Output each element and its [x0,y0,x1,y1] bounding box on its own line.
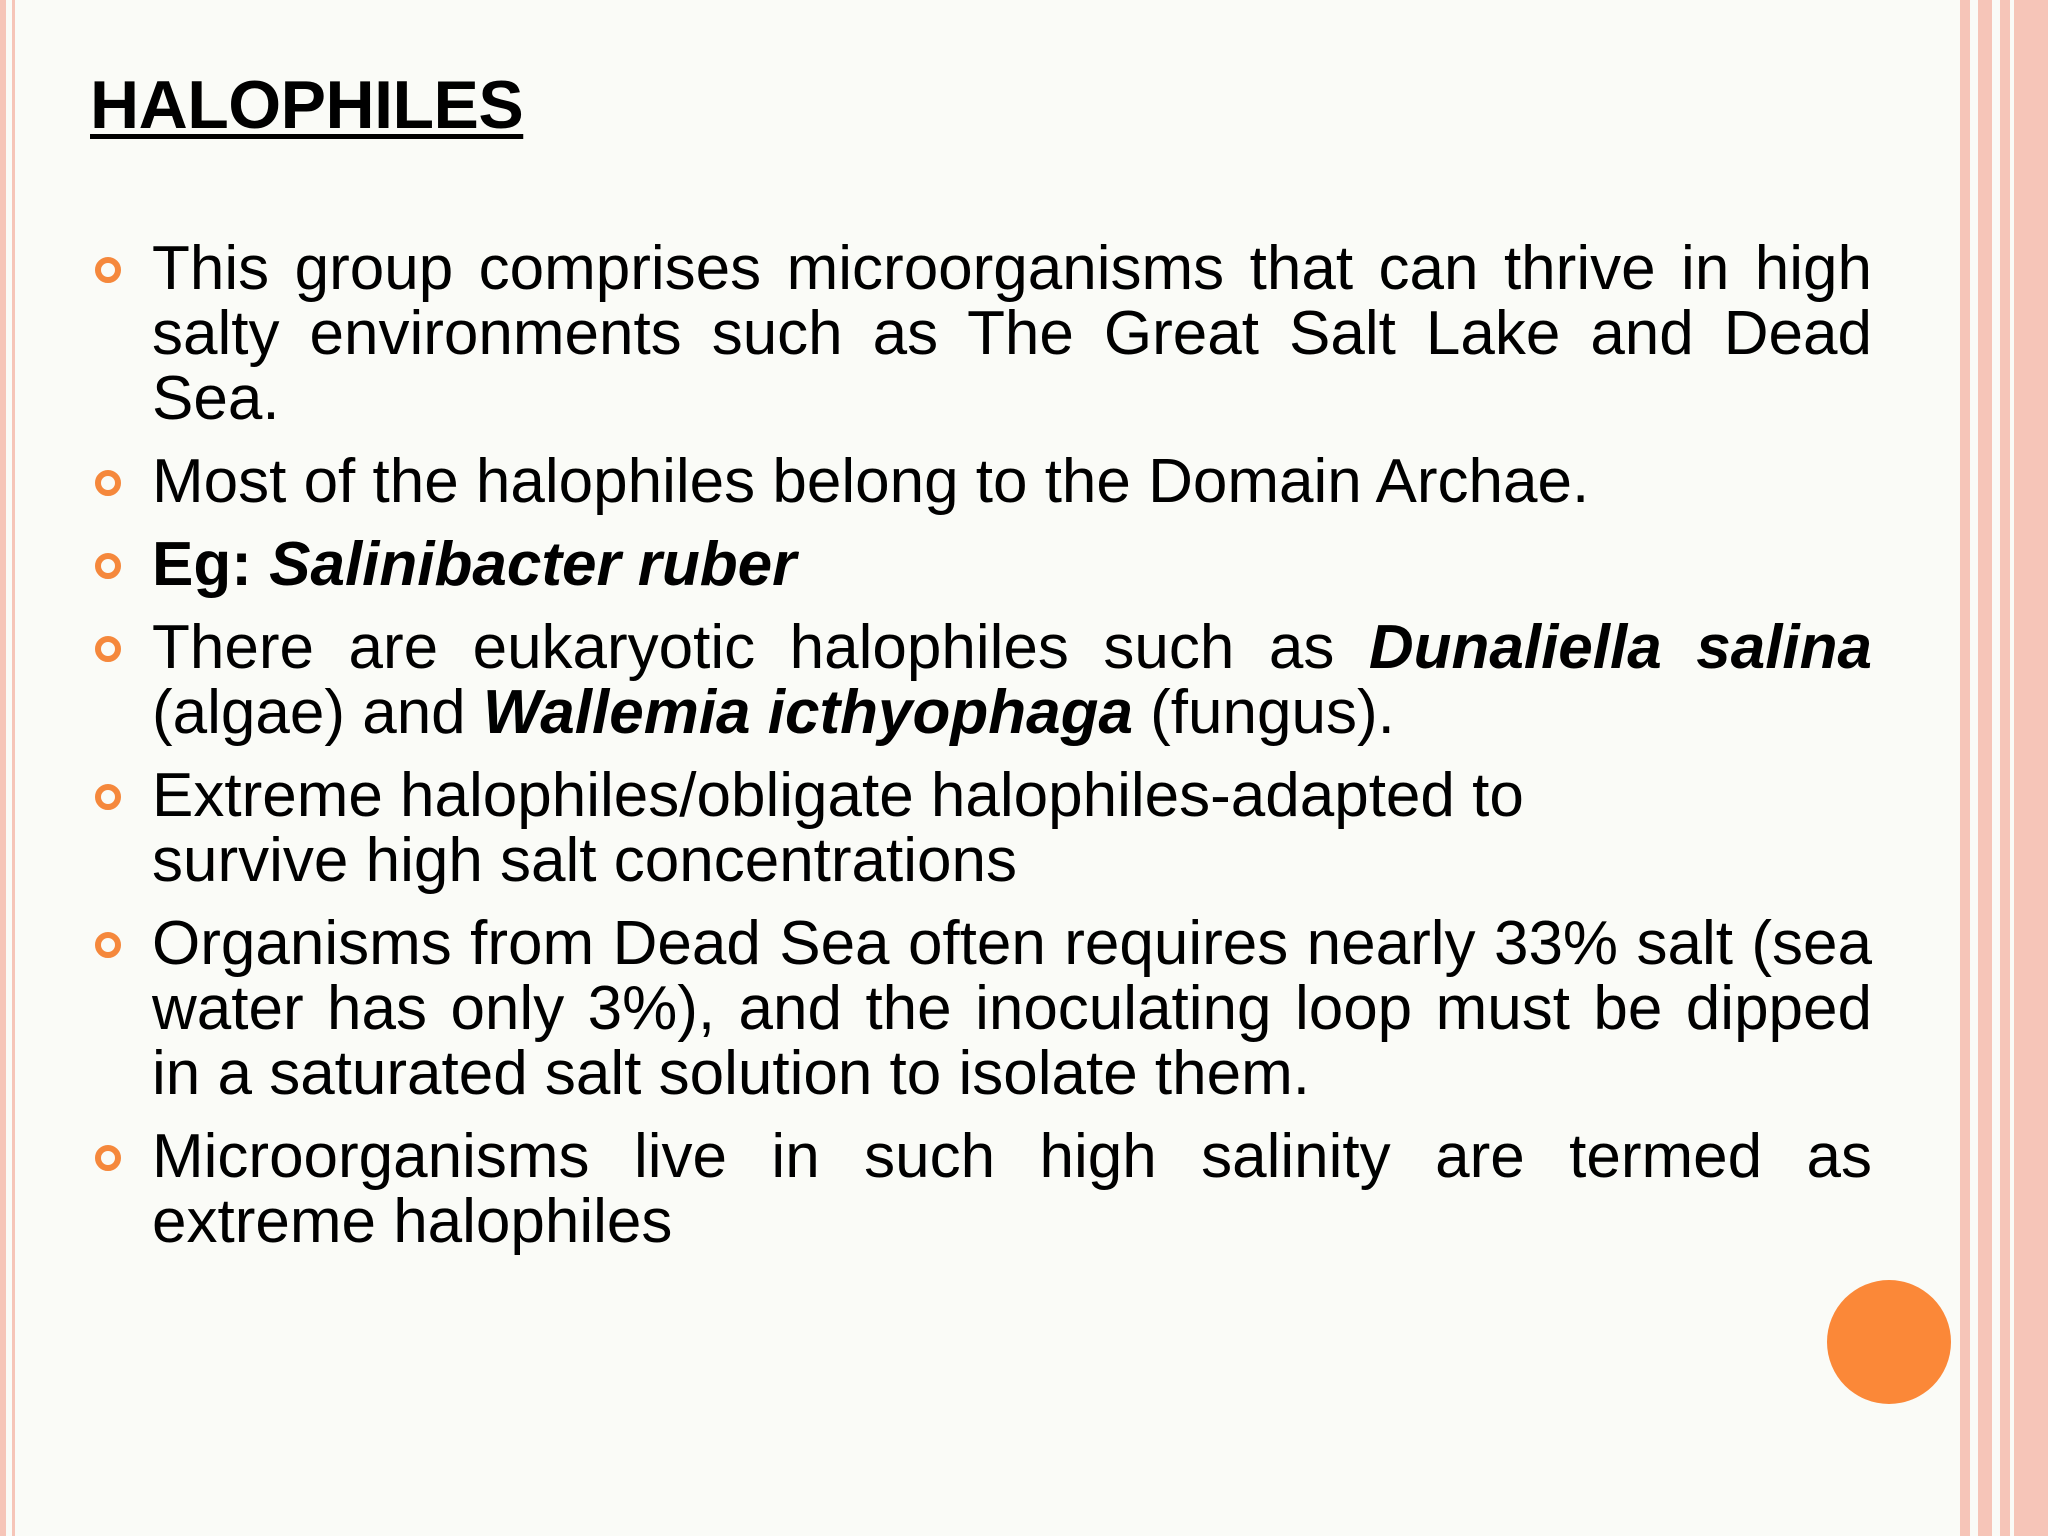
bullet-text: Most of the halophiles belong to the Domain Archae. [152,447,1590,516]
right-border-stripe [1978,0,1992,1536]
bullet-item [90,1124,1872,1254]
bullet-text: There are eukaryotic halophiles such as [152,613,1369,682]
ring-bullet-icon [95,784,121,810]
bullet-item [90,911,1872,1106]
right-border-gap [2010,0,2014,1536]
bullet-text: (fungus). [1132,678,1395,747]
bullet-text: survive high salt concentrations [152,826,1018,895]
orange-circle-decoration [1827,1280,1951,1404]
ring-bullet-icon [95,553,121,579]
left-border-stripe [0,0,6,1536]
species-name: Salinibacter ruber [269,530,797,599]
species-name: Wallemia icthyophaga [482,678,1133,747]
example-prefix: Eg: [152,530,270,599]
left-border-stripe-thin [12,0,15,1536]
bullet-text: Organisms from Dead Sea often requires nearly 33% salt (sea water has only 3%), and the inoculating loop must be dipped in a saturated salt solution to isolate them. [152,909,1872,1108]
bullet-text: Extreme halophiles/obligate halophiles-adapted to [152,761,1524,830]
bullet-text: Microorganisms live in such high salinity are termed as extreme halophiles [152,1122,1872,1256]
ring-bullet-icon [95,932,121,958]
bullet-text: (algae) and [152,678,483,747]
ring-bullet-icon [95,636,121,662]
bullet-item [90,615,1872,745]
species-name: Dunaliella salina [1368,613,1873,682]
bullet-list [90,236,1872,1272]
bullet-item [90,763,1872,893]
bullet-text: This group comprises microorganisms that can thrive in high salty environments such as The Great Salt Lake and Dead Sea. [152,234,1872,433]
bullet-item [90,449,1872,514]
bullet-item [90,236,1872,431]
right-border-stripe [1960,0,1970,1536]
ring-bullet-icon [95,1145,121,1171]
bullet-item [90,532,1872,597]
ring-bullet-icon [95,257,121,283]
slide-title: HALOPHILES [90,67,524,143]
ring-bullet-icon [95,470,121,496]
right-border-band [2000,0,2048,1536]
